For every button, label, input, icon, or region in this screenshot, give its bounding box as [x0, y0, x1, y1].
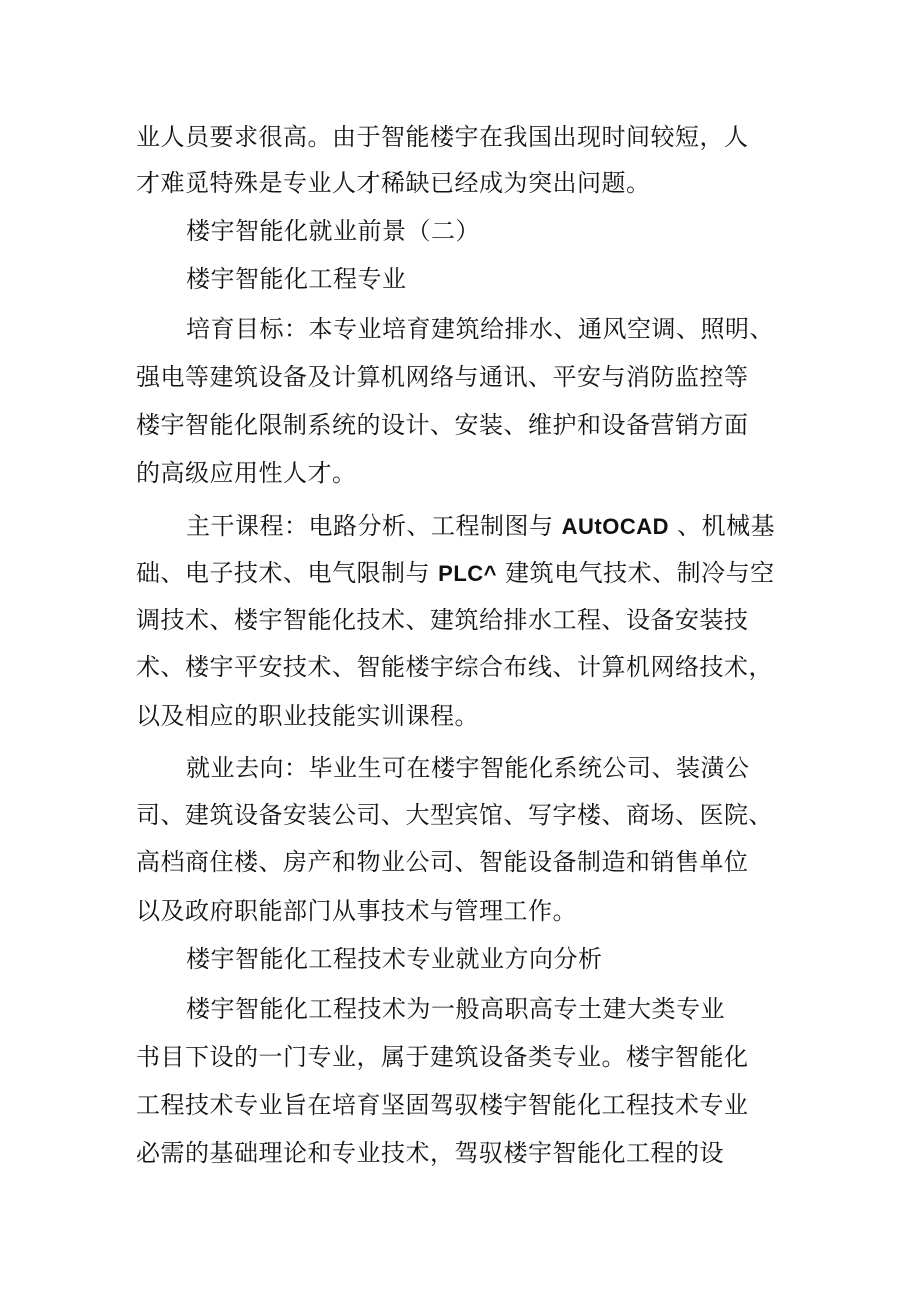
text-line: 工程技术专业旨在培育坚固驾驭楼宇智能化工程技术专业	[136, 1091, 749, 1119]
text-line: 就业去向：毕业生可在楼宇智能化系统公司、装潢公	[186, 754, 750, 782]
text-line: 培育目标：本专业培育建筑给排水、通风空调、照明、	[186, 315, 774, 343]
text-line: 高档商住楼、房产和物业公司、智能设备制造和销售单位	[136, 848, 749, 876]
section-heading: 楼宇智能化工程技术专业就业方向分析	[186, 945, 603, 973]
text-line: 楼宇智能化限制系统的设计、安装、维护和设备营销方面	[136, 411, 749, 439]
text-line: 书目下设的一门专业，属于建筑设备类专业。楼宇智能化	[136, 1043, 749, 1071]
text-line: 以及政府职能部门从事技术与管理工作。	[136, 897, 577, 925]
section-heading: 楼宇智能化工程专业	[186, 265, 407, 293]
text-line: 强电等建筑设备及计算机网络与通讯、平安与消防监控等	[136, 363, 749, 391]
text-run-latin: AUtOCAD	[561, 514, 670, 539]
text-run: 础、电子技术、电气限制与	[136, 559, 430, 587]
text-run: 建筑电气技术、制冷与空	[505, 559, 775, 587]
text-run: 主干课程：电路分析、工程制图与	[186, 512, 554, 540]
text-line: 调技术、楼宇智能化技术、建筑给排水工程、设备安装技	[136, 606, 749, 634]
text-line: 业人员要求很高。由于智能楼宇在我国出现时间较短，人	[136, 123, 749, 151]
text-line: 楼宇智能化工程技术为一般高职高专土建大类专业	[186, 995, 725, 1023]
text-run-latin: PLC^	[438, 561, 497, 586]
text-line: 术、楼宇平安技术、智能楼宇综合布线、计算机网络技术，	[136, 653, 773, 681]
text-line	[186, 510, 775, 543]
text-line: 以及相应的职业技能实训课程。	[136, 702, 479, 730]
text-line	[136, 557, 775, 590]
text-line: 才难觅特殊是专业人才稀缺已经成为突出问题。	[136, 169, 651, 197]
text-line: 的高级应用性人才。	[136, 459, 357, 487]
text-line: 司、建筑设备安装公司、大型宾馆、写字楼、商场、医院、	[136, 801, 773, 829]
section-heading: 楼宇智能化就业前景（二）	[186, 217, 480, 245]
text-line: 必需的基础理论和专业技术，驾驭楼宇智能化工程的设	[136, 1139, 724, 1167]
text-run: 、机械基	[677, 512, 776, 540]
